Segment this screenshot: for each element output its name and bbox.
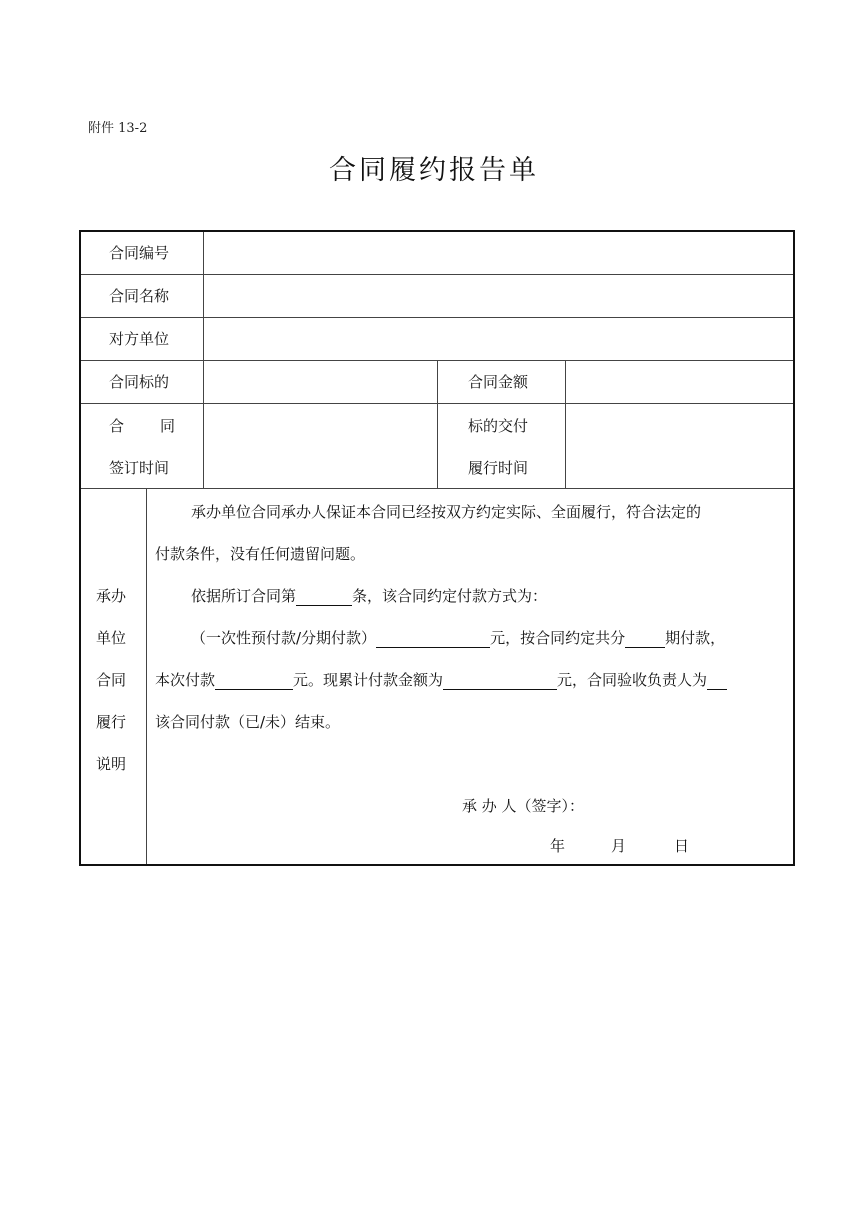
date-year-label: 年 [550,837,566,855]
contract-amount-label: 合同金额 [468,373,529,391]
payment-text: 元。现累计付款金额为 [293,671,444,689]
contract-number-label: 合同编号 [109,244,170,262]
contract-amount-field[interactable] [566,361,793,403]
statement-line: 付款条件，没有任何遗留问题。 [155,545,366,563]
contract-name-label: 合同名称 [109,287,170,305]
clause-text: 依据所订合同第 [191,587,297,605]
payment-method-text: 期付款， [665,629,726,647]
performance-time-label: 履行时间 [468,459,529,477]
payment-method-text: （一次性预付款/分期付款） [191,629,377,647]
contract-number-field[interactable] [204,232,793,274]
contract-performance-form [79,230,795,866]
installments-blank[interactable] [625,631,665,648]
statement-line: 承办单位合同承办人保证本合同已经按双方约定实际、全面履行，符合法定的 [191,503,702,521]
clause-number-blank[interactable] [296,589,352,606]
date-day-label: 日 [674,837,690,855]
section-label-line: 合同 [96,671,127,689]
date-month-label: 月 [611,837,627,855]
document-title: 合同履约报告单 [329,155,539,186]
counterparty-field[interactable] [204,318,793,360]
cumulative-payment-blank[interactable] [443,673,557,690]
section-label-line: 说明 [96,755,127,773]
clause-text: 条，该合同约定付款方式为： [352,587,548,605]
annex-number: 附件 13-2 [88,121,148,136]
payment-status-line: 该合同付款（已/未）结束。 [155,713,341,731]
signing-time-field[interactable] [204,404,437,488]
column-divider [146,488,147,864]
row-divider [81,488,793,489]
payment-method-text: 元，按合同约定共分 [490,629,626,647]
acceptance-person-blank[interactable] [707,673,727,690]
delivery-label: 标的交付 [468,417,529,435]
contract-subject-label: 合同标的 [109,373,170,391]
delivery-time-field[interactable] [566,404,793,488]
section-label-line: 履行 [96,713,127,731]
column-divider [437,360,438,488]
amount-blank[interactable] [376,631,490,648]
contract-name-field[interactable] [204,275,793,317]
clause-line [191,586,547,606]
signing-time-label: 签订时间 [109,459,170,477]
contract-subject-field[interactable] [204,361,437,403]
signer-label: 承 办 人（签字）： [462,797,585,815]
payment-line [155,670,727,690]
signing-label-a: 合 [109,417,125,435]
payment-method-line [191,628,725,648]
signature-field[interactable] [621,792,781,820]
signing-label-b: 同 [160,417,176,435]
current-payment-blank[interactable] [215,673,293,690]
payment-text: 元，合同验收负责人为 [557,671,708,689]
counterparty-label: 对方单位 [109,330,170,348]
section-label-line: 单位 [96,629,127,647]
payment-text: 本次付款 [155,671,216,689]
section-label-line: 承办 [96,587,127,605]
